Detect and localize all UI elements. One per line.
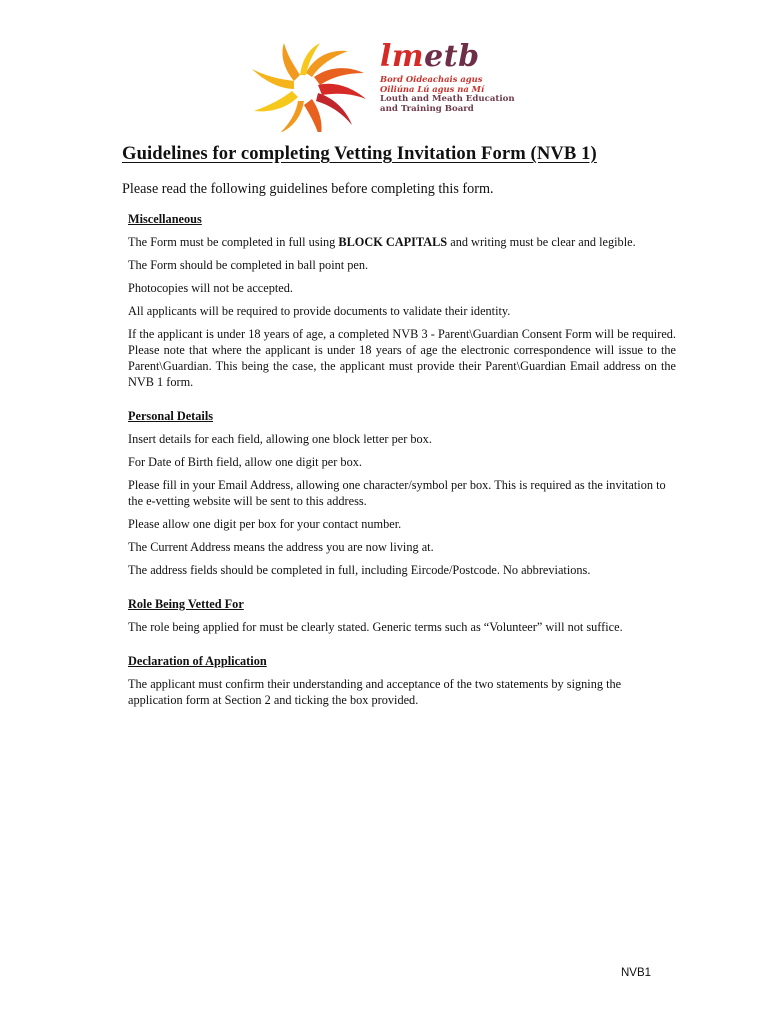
section-heading: Role Being Vetted For — [128, 597, 244, 611]
paragraph: The Current Address means the address you are now living at. — [128, 540, 434, 554]
logo-wordmark — [380, 40, 530, 74]
paragraph: Photocopies will not be accepted. — [128, 281, 293, 295]
logo-english-line-1: Louth and Meath Education — [380, 94, 515, 104]
guidelines-content — [128, 211, 676, 726]
paragraph: The role being applied for must be clearly stated. Generic terms such as “Volunteer” will not suffice. — [128, 620, 623, 634]
section-heading: Personal Details — [128, 409, 214, 423]
logo-english-line-2: and Training Board — [380, 104, 474, 114]
paragraph-text: and writing must be clear and legible. — [447, 235, 636, 249]
paragraph: The Form should be completed in ball point pen. — [128, 258, 369, 272]
section-heading: Declaration of Application — [128, 654, 267, 668]
sunburst-logo-icon — [250, 42, 378, 132]
page-title: Guidelines for completing Vetting Invitation Form (NVB 1) — [122, 143, 597, 164]
logo-irish-line-2: Oiliúna Lú agus na Mí — [380, 84, 485, 94]
logo-text-block — [380, 40, 530, 114]
section-miscellaneous — [128, 211, 676, 390]
paragraph-text: The Form must be completed in full using — [128, 235, 339, 249]
paragraph: If the applicant is under 18 years of age, a completed NVB 3 - Parent\Guardian Consent Form will be required. Please note that where the applicant is under 18 years of age the electronic correspondence will issue to the Parent\Guardian. This being the case, the applicant must provide their Parent\Guardian Email address on the NVB 1 form. — [128, 327, 676, 389]
lmetb-logo — [250, 40, 530, 135]
paragraph: Insert details for each field, allowing one block letter per box. — [128, 432, 432, 446]
paragraph: The address fields should be completed in full, including Eircode/Postcode. No abbreviations. — [128, 563, 591, 577]
footer-form-code: NVB1 — [621, 967, 652, 979]
section-personal-details — [128, 408, 676, 578]
logo-wordmark-etb: etb — [424, 39, 480, 74]
intro-text: Please read the following guidelines before completing this form. — [122, 181, 494, 197]
logo-wordmark-lm: lm — [380, 39, 425, 74]
paragraph — [128, 234, 676, 250]
logo-irish-line-1: Bord Oideachais agus — [380, 74, 483, 84]
paragraph: All applicants will be required to provide documents to validate their identity. — [128, 304, 511, 318]
section-role-being-vetted-for — [128, 596, 676, 635]
section-heading: Miscellaneous — [128, 212, 202, 226]
section-declaration-of-application — [128, 653, 676, 708]
paragraph: Please fill in your Email Address, allowing one character/symbol per box. This is required as the invitation to the e-vetting website will be sent to this address. — [128, 478, 666, 508]
paragraph: For Date of Birth field, allow one digit per box. — [128, 455, 362, 469]
paragraph: Please allow one digit per box for your contact number. — [128, 517, 402, 531]
paragraph: The applicant must confirm their understanding and acceptance of the two statements by signing the application form at Section 2 and ticking the box provided. — [128, 677, 622, 707]
paragraph-bold-text: BLOCK CAPITALS — [338, 235, 448, 249]
